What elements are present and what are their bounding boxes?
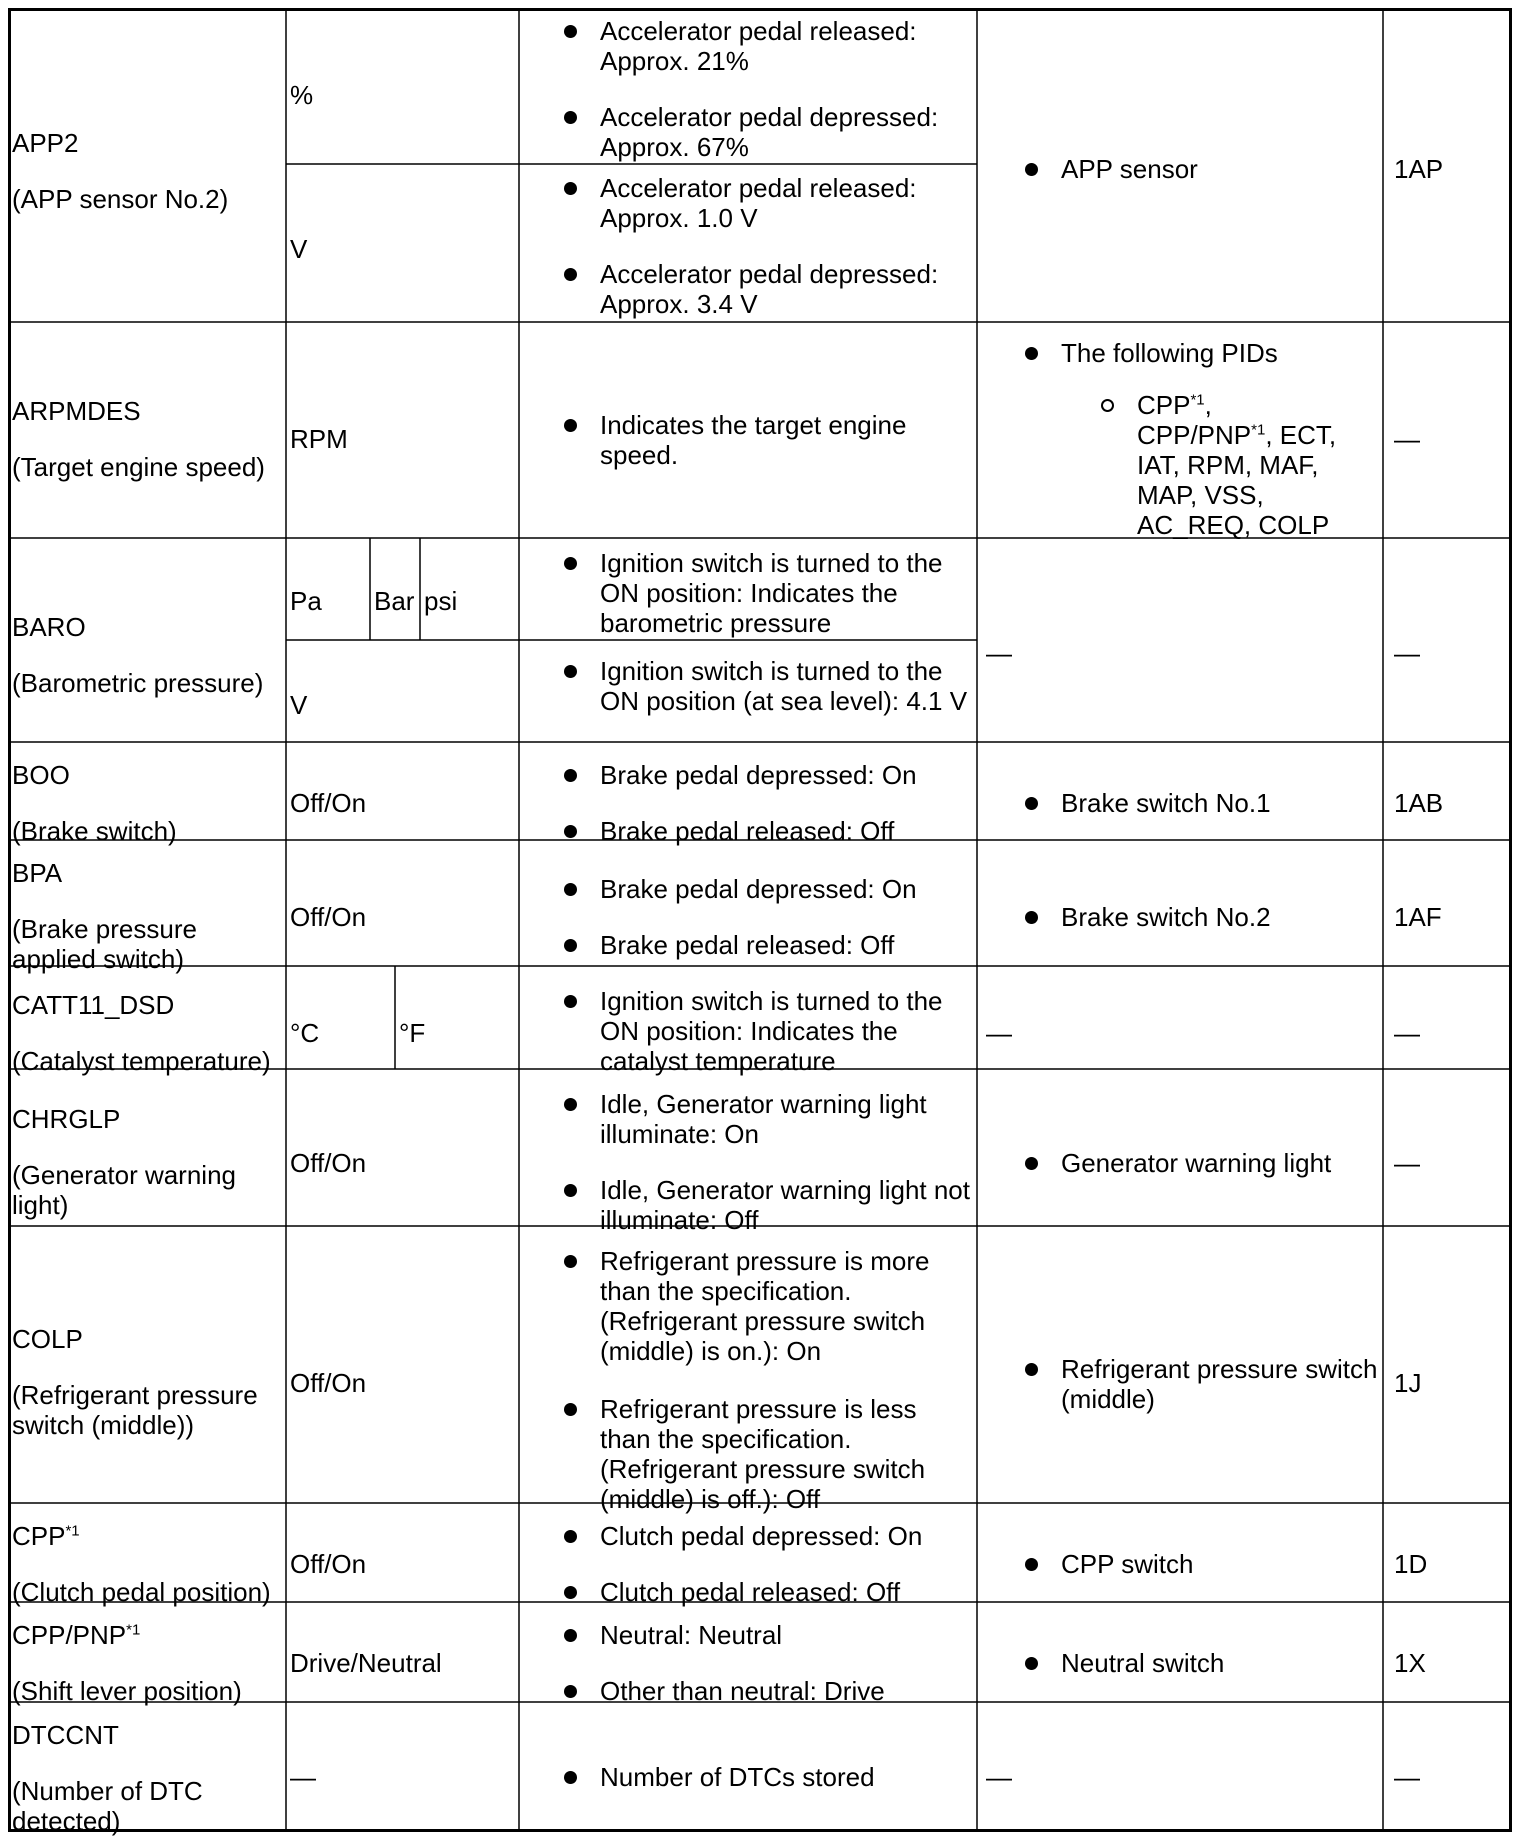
condition: Number of DTCs stored <box>600 1762 875 1792</box>
bullet-icon <box>564 182 577 195</box>
inspection-item: Brake switch No.1 <box>1061 788 1271 818</box>
bullet-icon <box>564 25 577 38</box>
bullet-icon <box>1025 1558 1038 1571</box>
bullet-icon <box>564 1255 577 1268</box>
bullet-icon <box>564 111 577 124</box>
inspection-item: — <box>986 1762 1012 1792</box>
condition: Brake pedal released: Off <box>600 816 895 846</box>
pid-name: APP2 <box>12 128 79 158</box>
bullet-icon <box>1025 1157 1038 1170</box>
terminal: — <box>1394 1148 1420 1178</box>
bullet-icon <box>564 1098 577 1111</box>
condition: Indicates the target engine speed. <box>600 410 907 470</box>
pid-description: (APP sensor No.2) <box>12 184 229 214</box>
condition: Ignition switch is turned to the ON position (at sea level): 4.1 V <box>600 656 968 716</box>
bullet-icon <box>564 995 577 1008</box>
condition: Idle, Generator warning light illuminate: On <box>600 1089 927 1149</box>
pid-name: ARPMDES <box>12 396 141 426</box>
pid-name: CATT11_DSD <box>12 990 175 1020</box>
pid-description: (Target engine speed) <box>12 452 265 482</box>
pid-name: BPA <box>12 858 63 888</box>
unit: V <box>290 690 308 720</box>
inspection-item: Generator warning light <box>1061 1148 1332 1178</box>
terminal: 1AB <box>1394 788 1444 818</box>
inspection-item: CPP switch <box>1061 1549 1194 1579</box>
circle-bullet-icon <box>1101 399 1114 412</box>
terminal: 1X <box>1394 1648 1426 1678</box>
inspection-item: — <box>986 1018 1012 1048</box>
condition: Neutral: Neutral <box>600 1620 783 1650</box>
condition: Clutch pedal released: Off <box>600 1577 901 1607</box>
bullet-icon <box>564 1184 577 1197</box>
bullet-icon <box>1025 797 1038 810</box>
pid-description: (Generator warning light) <box>12 1160 236 1220</box>
inspection-item: The following PIDs <box>1061 338 1278 368</box>
bullet-icon <box>564 769 577 782</box>
unit: Off/On <box>290 788 367 818</box>
pid-name: COLP <box>12 1324 83 1354</box>
pid-description: (Barometric pressure) <box>12 668 264 698</box>
unit: — <box>290 1762 316 1792</box>
pid-table <box>8 8 1512 1836</box>
pid-description: (Brake pressure applied switch) <box>12 914 197 974</box>
bullet-icon <box>1025 163 1038 176</box>
bullet-icon <box>564 1530 577 1543</box>
unit: RPM <box>290 424 348 454</box>
bullet-icon <box>564 883 577 896</box>
pid-name: BARO <box>12 612 86 642</box>
condition: Brake pedal released: Off <box>600 930 895 960</box>
unit: Off/On <box>290 1549 367 1579</box>
bullet-icon <box>564 1771 577 1784</box>
bullet-icon <box>564 557 577 570</box>
inspection-item: APP sensor <box>1061 154 1198 184</box>
unit: Off/On <box>290 1368 367 1398</box>
condition: Refrigerant pressure is less than the specification. (Refrigerant pressure switch (middle) is off.): Off <box>600 1394 926 1514</box>
pid-name: CHRGLP <box>12 1104 121 1134</box>
bullet-icon <box>564 268 577 281</box>
condition: Accelerator pedal depressed: Approx. 67% <box>600 102 939 162</box>
unit: Bar <box>374 586 415 616</box>
pid-description: (Catalyst temperature) <box>12 1046 271 1076</box>
unit: Off/On <box>290 1148 367 1178</box>
bullet-icon <box>564 1629 577 1642</box>
unit: Pa <box>290 586 322 616</box>
bullet-icon <box>564 419 577 432</box>
bullet-icon <box>564 1685 577 1698</box>
inspection-item: — <box>986 638 1012 668</box>
unit: °F <box>399 1018 426 1048</box>
terminal: — <box>1394 1018 1420 1048</box>
inspection-item: Refrigerant pressure switch (middle) <box>1061 1354 1378 1414</box>
terminal: 1D <box>1394 1549 1428 1579</box>
inspection-subitem: CPP$^{*1}$, CPP/PNP$^{*1}$, ECT, IAT, RPM, MAF, MAP, VSS, AC_REQ, COLP <box>1137 390 1337 540</box>
pid-name: DTCCNT <box>12 1720 119 1750</box>
bullet-icon <box>564 1586 577 1599</box>
bullet-icon <box>564 825 577 838</box>
unit: Off/On <box>290 902 367 932</box>
condition: Other than neutral: Drive <box>600 1676 885 1706</box>
condition: Accelerator pedal depressed: Approx. 3.4 V <box>600 259 939 319</box>
condition: Ignition switch is turned to the ON position: Indicates the barometric pressure <box>600 548 943 638</box>
terminal: — <box>1394 424 1420 454</box>
unit: °C <box>290 1018 320 1048</box>
inspection-item: Brake switch No.2 <box>1061 902 1271 932</box>
pid-name: BOO <box>12 760 70 790</box>
condition: Brake pedal depressed: On <box>600 874 917 904</box>
pid-description: (Brake switch) <box>12 816 177 846</box>
pid-name: CPP/PNP$^{*1}$ <box>12 1620 141 1650</box>
bullet-icon <box>564 1403 577 1416</box>
condition: Refrigerant pressure is more than the specification. (Refrigerant pressure switch (middle) is on.): On <box>600 1246 930 1366</box>
unit: V <box>290 234 308 264</box>
terminal: — <box>1394 638 1420 668</box>
pid-name: CPP$^{*1}$ <box>12 1521 80 1551</box>
condition: Accelerator pedal released: Approx. 1.0 V <box>600 173 917 233</box>
terminal: — <box>1394 1762 1420 1792</box>
condition: Ignition switch is turned to the ON position: Indicates the catalyst temperature <box>600 986 943 1076</box>
bullet-icon <box>1025 1363 1038 1376</box>
pid-description: (Refrigerant pressure switch (middle)) <box>12 1380 258 1440</box>
condition: Brake pedal depressed: On <box>600 760 917 790</box>
bullet-icon <box>1025 1657 1038 1670</box>
condition: Accelerator pedal released: Approx. 21% <box>600 16 917 76</box>
bullet-icon <box>564 665 577 678</box>
condition: Idle, Generator warning light not illuminate: Off <box>600 1175 970 1235</box>
inspection-item: Neutral switch <box>1061 1648 1225 1678</box>
pid-description: (Shift lever position) <box>12 1676 242 1706</box>
condition: Clutch pedal depressed: On <box>600 1521 923 1551</box>
unit: psi <box>424 586 458 616</box>
terminal: 1AF <box>1394 902 1442 932</box>
bullet-icon <box>564 939 577 952</box>
terminal: 1J <box>1394 1368 1422 1398</box>
unit: Drive/Neutral <box>290 1648 442 1678</box>
terminal: 1AP <box>1394 154 1444 184</box>
pid-description: (Clutch pedal position) <box>12 1577 271 1607</box>
bullet-icon <box>1025 347 1038 360</box>
unit: % <box>290 80 314 110</box>
pid-description: (Number of DTC detected) <box>12 1776 203 1836</box>
bullet-icon <box>1025 911 1038 924</box>
